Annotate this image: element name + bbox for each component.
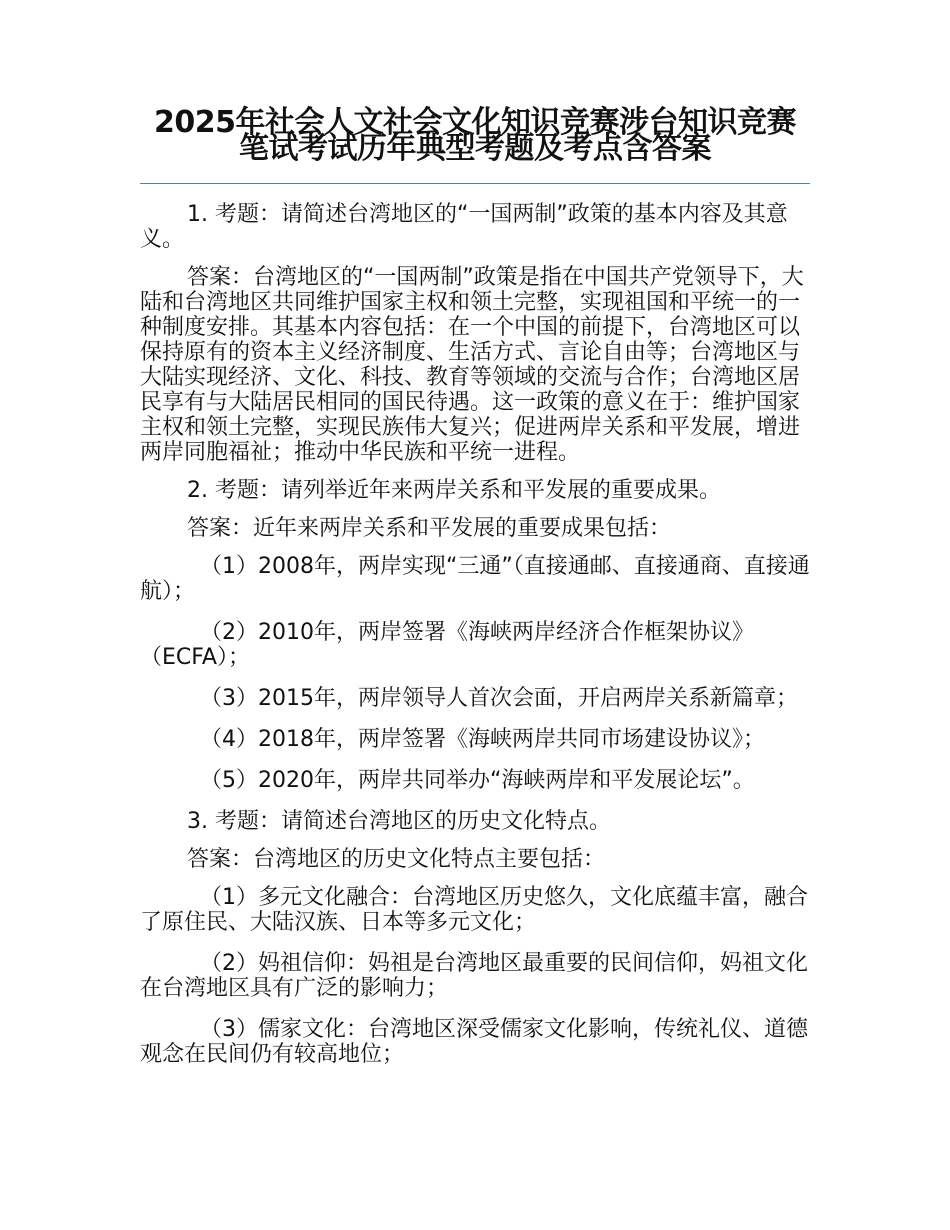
answer-2-item-2: （2）2010年，两岸签署《海峡两岸经济合作框架协议》（ECFA）； [140, 620, 754, 670]
document-body [140, 202, 812, 1083]
answer-2-item-4: （4）2018年，两岸签署《海峡两岸共同市场建设协议》； [200, 727, 765, 752]
answer-2-intro: 答案：近年来两岸关系和平发展的重要成果包括： [187, 516, 672, 541]
answer-2-item-5: （5）2020年，两岸共同举办“海峡两岸和平发展论坛”。 [200, 768, 755, 793]
answer-2-item-3: （3）2015年，两岸领导人首次会面，开启两岸关系新篇章； [200, 686, 798, 711]
question-1: 1. 考题：请简述台湾地区的“一国两制”政策的基本内容及其意义。 [140, 202, 788, 252]
answer-2-item-1: （1）2008年，两岸实现“三通”（直接通邮、直接通商、直接通航）； [140, 554, 810, 604]
document-title: 2025年社会人文社会文化知识竞赛涉台知识竞赛笔试考试历年典型考题及考点含答案 [154, 105, 796, 166]
question-3: 3. 考题：请简述台湾地区的历史文化特点。 [187, 809, 611, 834]
answer-3-item-1: （1）多元文化融合：台湾地区历史悠久，文化底蕴丰富，融合了原住民、大陆汉族、日本等多元文化； [140, 885, 808, 935]
answer-1: 答案：台湾地区的“一国两制”政策是指在中国共产党领导下，大陆和台湾地区共同维护国家主权和领土完整，实现祖国和平统一的一种制度安排。其基本内容包括：在一个中国的前提下，台湾地区可以保持原有的资本主义经济制度、生活方式、言论自由等；台湾地区与大陆实现经济、文化、科技、教育等领域的交流与合作；台湾地区居民享有与大陆居民相同的国民待遇。这一政策的意义在于：维护国家主权和领土完整，实现民族伟大复兴；促进两岸关系和平发展，增进两岸同胞福祉；推动中华民族和平统一进程。 [140, 265, 804, 465]
answer-3-intro: 答案：台湾地区的历史文化特点主要包括： [187, 847, 606, 872]
question-2: 2. 考题：请列举近年来两岸关系和平发展的重要成果。 [187, 478, 721, 503]
answer-3-item-3: （3）儒家文化：台湾地区深受儒家文化影响，传统礼仪、道德观念在民间仍有较高地位； [140, 1017, 808, 1067]
title-divider [140, 183, 810, 184]
answer-3-item-2: （2）妈祖信仰：妈祖是台湾地区最重要的民间信仰，妈祖文化在台湾地区具有广泛的影响力； [140, 951, 808, 1001]
